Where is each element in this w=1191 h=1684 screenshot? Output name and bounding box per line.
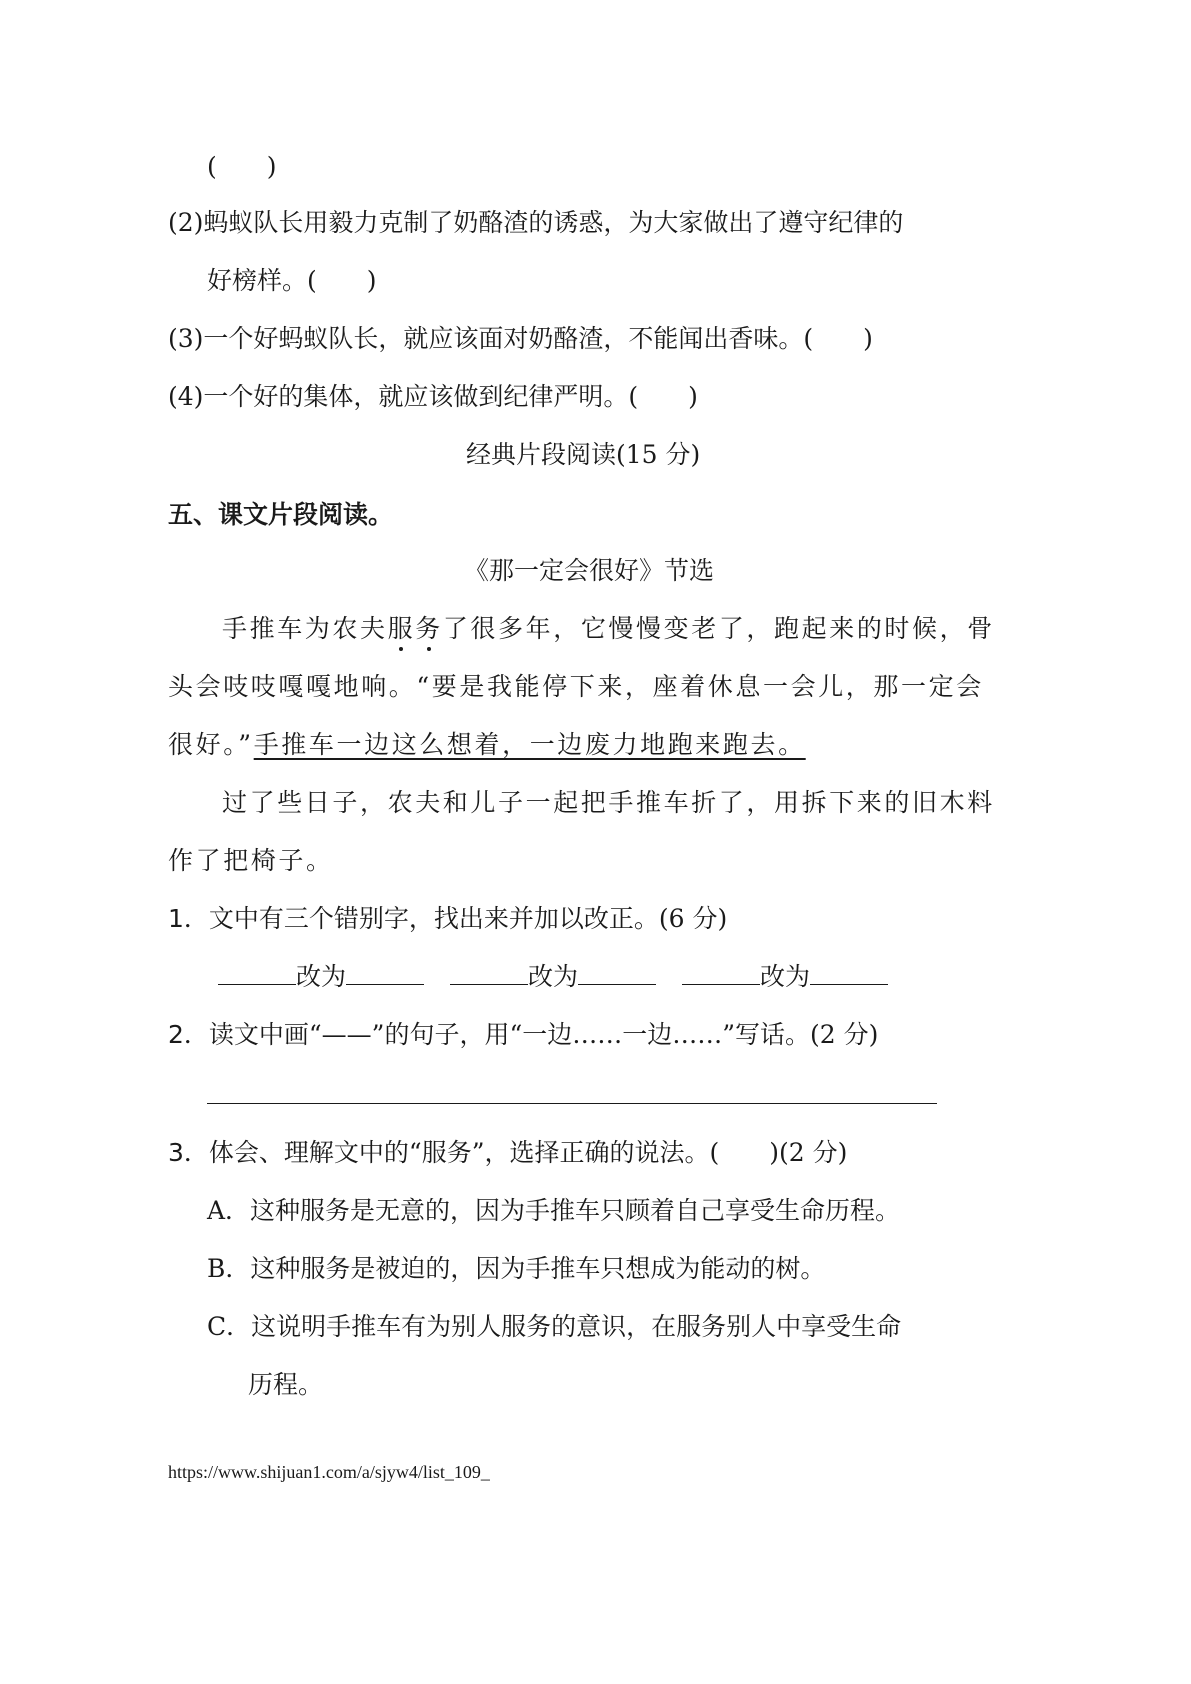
question-number: 2 <box>168 1020 184 1049</box>
statement-2-cont: 好榜样。( ) <box>207 266 377 295</box>
change-label: 改为 <box>528 962 579 991</box>
question-text: ．读文中画“——”的句子，用“一边……一边……”写话。(2 分) <box>183 1020 879 1049</box>
change-label: 改为 <box>760 962 811 991</box>
passage-line-2 <box>168 670 984 704</box>
emphasis-dot-char: 务 <box>415 614 443 643</box>
question-1 <box>168 902 727 936</box>
question-text: ．文中有三个错别字，找出来并加以改正。(6 分) <box>183 904 728 933</box>
passage-line-3 <box>168 728 806 762</box>
emphasis-dot-char: 服 <box>387 614 416 643</box>
passage-line-4: 过了些日子，农夫和儿子一起把手推车折了，用拆下来的旧木料 <box>222 788 995 817</box>
passage-line-5: 作了把椅子。 <box>168 846 334 875</box>
option-a: A．这种服务是无意的，因为手推车只顾着自己享受生命历程。 <box>207 1196 901 1225</box>
passage-text: 头会吱吱嘎嘎地响。 <box>168 672 417 701</box>
question-number: 1 <box>168 904 184 933</box>
question-3 <box>168 1136 847 1170</box>
passage-text: 手推车为农夫 <box>222 614 388 643</box>
passage-text: 很好。” <box>168 730 254 759</box>
correct-char-blank[interactable] <box>810 960 888 985</box>
section-title: 经典片段阅读(15 分) <box>466 440 701 469</box>
answer-paren-q1: ( ) <box>207 152 277 181</box>
question-text: ．体会、理解文中的“服务”，选择正确的说法。( )(2 分) <box>183 1138 848 1167</box>
statement-4: (4)一个好的集体，就应该做到纪律严明。( ) <box>168 382 698 411</box>
statement-3: (3)一个好蚂蚁队长，就应该面对奶酪渣，不能闻出香味。( ) <box>168 324 873 353</box>
part-five-heading: 五、课文片段阅读。 <box>168 500 394 529</box>
passage-text: “要是我能停下来，座着休息一会儿，那一定会 <box>416 672 984 701</box>
passage-text: 了很多年，它慢慢变老了，跑起来的时候，骨 <box>442 614 995 643</box>
passage-title: 《那一定会很好》节选 <box>464 556 715 585</box>
option-c-cont: 历程。 <box>248 1370 324 1399</box>
option-b: B．这种服务是被迫的，因为手推车只想成为能动的树。 <box>207 1254 826 1283</box>
wrong-char-blank[interactable] <box>682 960 760 985</box>
question-number: 3 <box>168 1138 184 1167</box>
correct-char-blank[interactable] <box>578 960 656 985</box>
answer-writing-line[interactable] <box>207 1103 937 1104</box>
change-label: 改为 <box>296 962 347 991</box>
option-c: C．这说明手推车有为别人服务的意识，在服务别人中享受生命 <box>207 1312 902 1341</box>
statement-2: (2)蚂蚁队长用毅力克制了奶酪渣的诱惑，为大家做出了遵守纪律的 <box>168 208 904 237</box>
question-2 <box>168 1018 878 1052</box>
correct-char-blank[interactable] <box>346 960 424 985</box>
correction-row <box>218 960 888 994</box>
wrong-char-blank[interactable] <box>450 960 528 985</box>
underlined-sentence: 手推车一边这么想着，一边废力地跑来跑去。 <box>253 730 806 759</box>
passage-line-1 <box>222 612 995 646</box>
wrong-char-blank[interactable] <box>218 960 296 985</box>
footer-url[interactable]: https://www.shijuan1.com/a/sjyw4/list_109_ <box>168 1462 490 1482</box>
